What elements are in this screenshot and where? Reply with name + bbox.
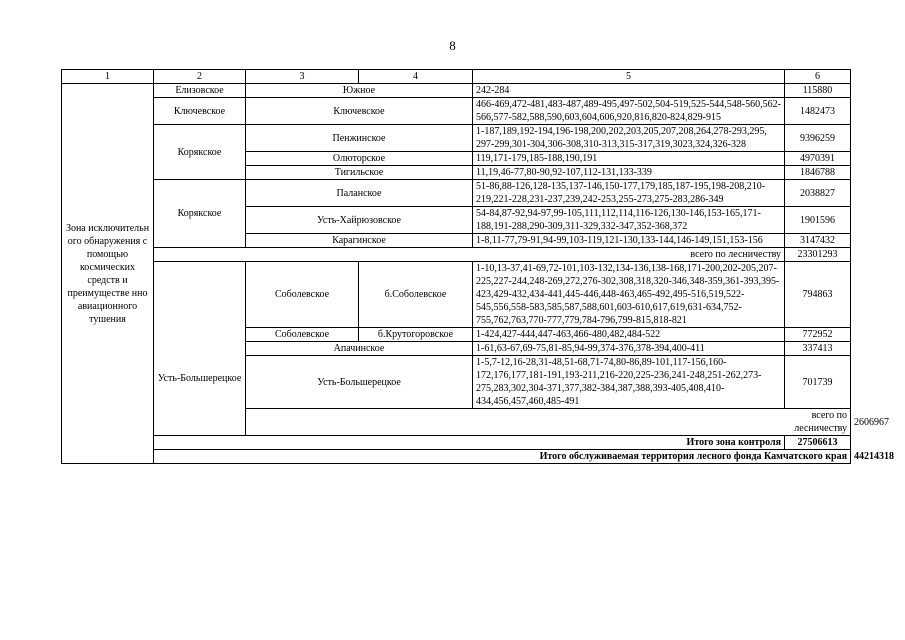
subtotal-row xyxy=(62,248,851,262)
table-row xyxy=(62,84,851,98)
area-cell: 701739 xyxy=(785,356,851,409)
zone-total-row xyxy=(62,436,851,450)
zone-total-label: Итого зона контроля xyxy=(154,436,785,450)
quarters-cell: 54-84,87-92,94-97,99-105,111,112,114,116-126,130-146,153-165,171-188,191-288,290-309,311-329,332-347,352-368,372 xyxy=(473,207,785,234)
area-cell: 772952 xyxy=(785,328,851,342)
district-cell: Карагинское xyxy=(246,234,473,248)
zone-total-value: 27506613 xyxy=(785,436,851,450)
header-cell: 4 xyxy=(359,70,473,84)
district-cell: Усть-Большерецкое xyxy=(246,356,473,409)
table-row xyxy=(62,180,851,207)
forestry-cell: Ключевское xyxy=(154,98,246,125)
area-cell: 4970391 xyxy=(785,152,851,166)
header-cell: 6 xyxy=(785,70,851,84)
table-row xyxy=(62,125,851,152)
grand-total-label: Итого обслуживаемая территория лесного фонда Камчатского края xyxy=(154,450,851,464)
subtotal-value: 23301293 xyxy=(785,248,851,262)
zone-label: Зона исключительн ого обнаружения с помощью космических средств и преимуществе нно авиационного тушения xyxy=(62,84,154,464)
area-cell: 9396259 xyxy=(785,125,851,152)
area-cell: 1846788 xyxy=(785,166,851,180)
district-cell: Олюторское xyxy=(246,152,473,166)
area-cell: 794863 xyxy=(785,262,851,328)
area-cell: 1482473 xyxy=(785,98,851,125)
grand-total-row: Итого обслуживаемая территория лесного фонда Камчатского края 44214318 xyxy=(62,450,851,464)
sub-district-cell: б.Крутогоровское xyxy=(359,328,473,342)
header-row xyxy=(62,70,851,84)
district-cell: Южное xyxy=(246,84,473,98)
forestry-cell: Корякское xyxy=(154,180,246,248)
district-cell: Соболевское xyxy=(246,262,359,328)
quarters-cell: 11,19,46-77,80-90,92-107,112-131,133-339 xyxy=(473,166,785,180)
quarters-cell: 466-469,472-481,483-487,489-495,497-502,504-519,525-544,548-560,562-566,577-582,588,590,603,604,606,920,816,820-824,829-915 xyxy=(473,98,785,125)
blank-cell xyxy=(154,248,246,262)
district-cell: Тигильское xyxy=(246,166,473,180)
area-cell: 1901596 xyxy=(785,207,851,234)
quarters-cell: 119,171-179,185-188,190,191 xyxy=(473,152,785,166)
district-cell: Усть-Хайрюзовское xyxy=(246,207,473,234)
quarters-cell: 1-61,63-67,69-75,81-85,94-99,374-376,378-394,400-411 xyxy=(473,342,785,356)
area-cell: 115880 xyxy=(785,84,851,98)
header-cell: 2 xyxy=(154,70,246,84)
subtotal-label: всего по лесничеству xyxy=(246,248,785,262)
quarters-cell: 1-8,11-77,79-91,94-99,103-119,121-130,133-144,146-149,151,153-156 xyxy=(473,234,785,248)
quarters-cell: 242-284 xyxy=(473,84,785,98)
quarters-cell: 1-187,189,192-194,196-198,200,202,203,205,207,208,264,278-293,295, 297-299,301-304,306-308,310-313,315-317,319,3023,324,326-328 xyxy=(473,125,785,152)
district-cell: Апачинское xyxy=(246,342,473,356)
blank-cell xyxy=(246,409,785,436)
forestry-cell: Елизовское xyxy=(154,84,246,98)
district-cell: Соболевское xyxy=(246,328,359,342)
page-number: 8 xyxy=(449,38,456,53)
table-row xyxy=(62,262,851,328)
table-row xyxy=(62,98,851,125)
district-cell: Паланское xyxy=(246,180,473,207)
forestry-cell: Усть-Большерецкое xyxy=(154,262,246,436)
header-cell: 3 xyxy=(246,70,359,84)
district-cell: Пенжинское xyxy=(246,125,473,152)
quarters-cell: 1-10,13-37,41-69,72-101,103-132,134-136,138-168,171-200,202-205,207-225,227-244,248-269,272,276-302,308,318,320-346,348-359,361-393,395-423,429-432,434-441,445-446,448-463,465-492,495-516,519,522-545,556,558-583,585,587,588,601,603-610,617,619,631-634,752-755,762,763,770-777,779,784-796,799-815,818-821 xyxy=(473,262,785,328)
area-cell: 2038827 xyxy=(785,180,851,207)
subtotal-label: всего по лесничеству xyxy=(785,409,851,436)
sub-district-cell: б.Соболевское xyxy=(359,262,473,328)
subtotal-row: всего по лесничеству 2606967 xyxy=(62,409,851,436)
quarters-cell: 51-86,88-126,128-135,137-146,150-177,179,185,187-195,198-208,210-219,221-228,231-237,239,242-253,255-273,275-283,286-349 xyxy=(473,180,785,207)
district-cell: Ключевское xyxy=(246,98,473,125)
quarters-cell: 1-5,7-12,16-28,31-48,51-68,71-74,80-86,89-101,117-156,160-172,176,177,181-191,193-211,216-220,225-236,241-248,251-262,273-275,283,302,304-371,377,382-384,387,388,393-405,408,410-434,456,457,460,485-491 xyxy=(473,356,785,409)
area-cell: 3147432 xyxy=(785,234,851,248)
header-cell: 5 xyxy=(473,70,785,84)
area-cell: 337413 xyxy=(785,342,851,356)
quarters-cell: 1-424,427-444,447-463,466-480,482,484-522 xyxy=(473,328,785,342)
forest-table xyxy=(61,69,894,464)
header-cell: 1 xyxy=(62,70,154,84)
forestry-cell: Корякское xyxy=(154,125,246,180)
